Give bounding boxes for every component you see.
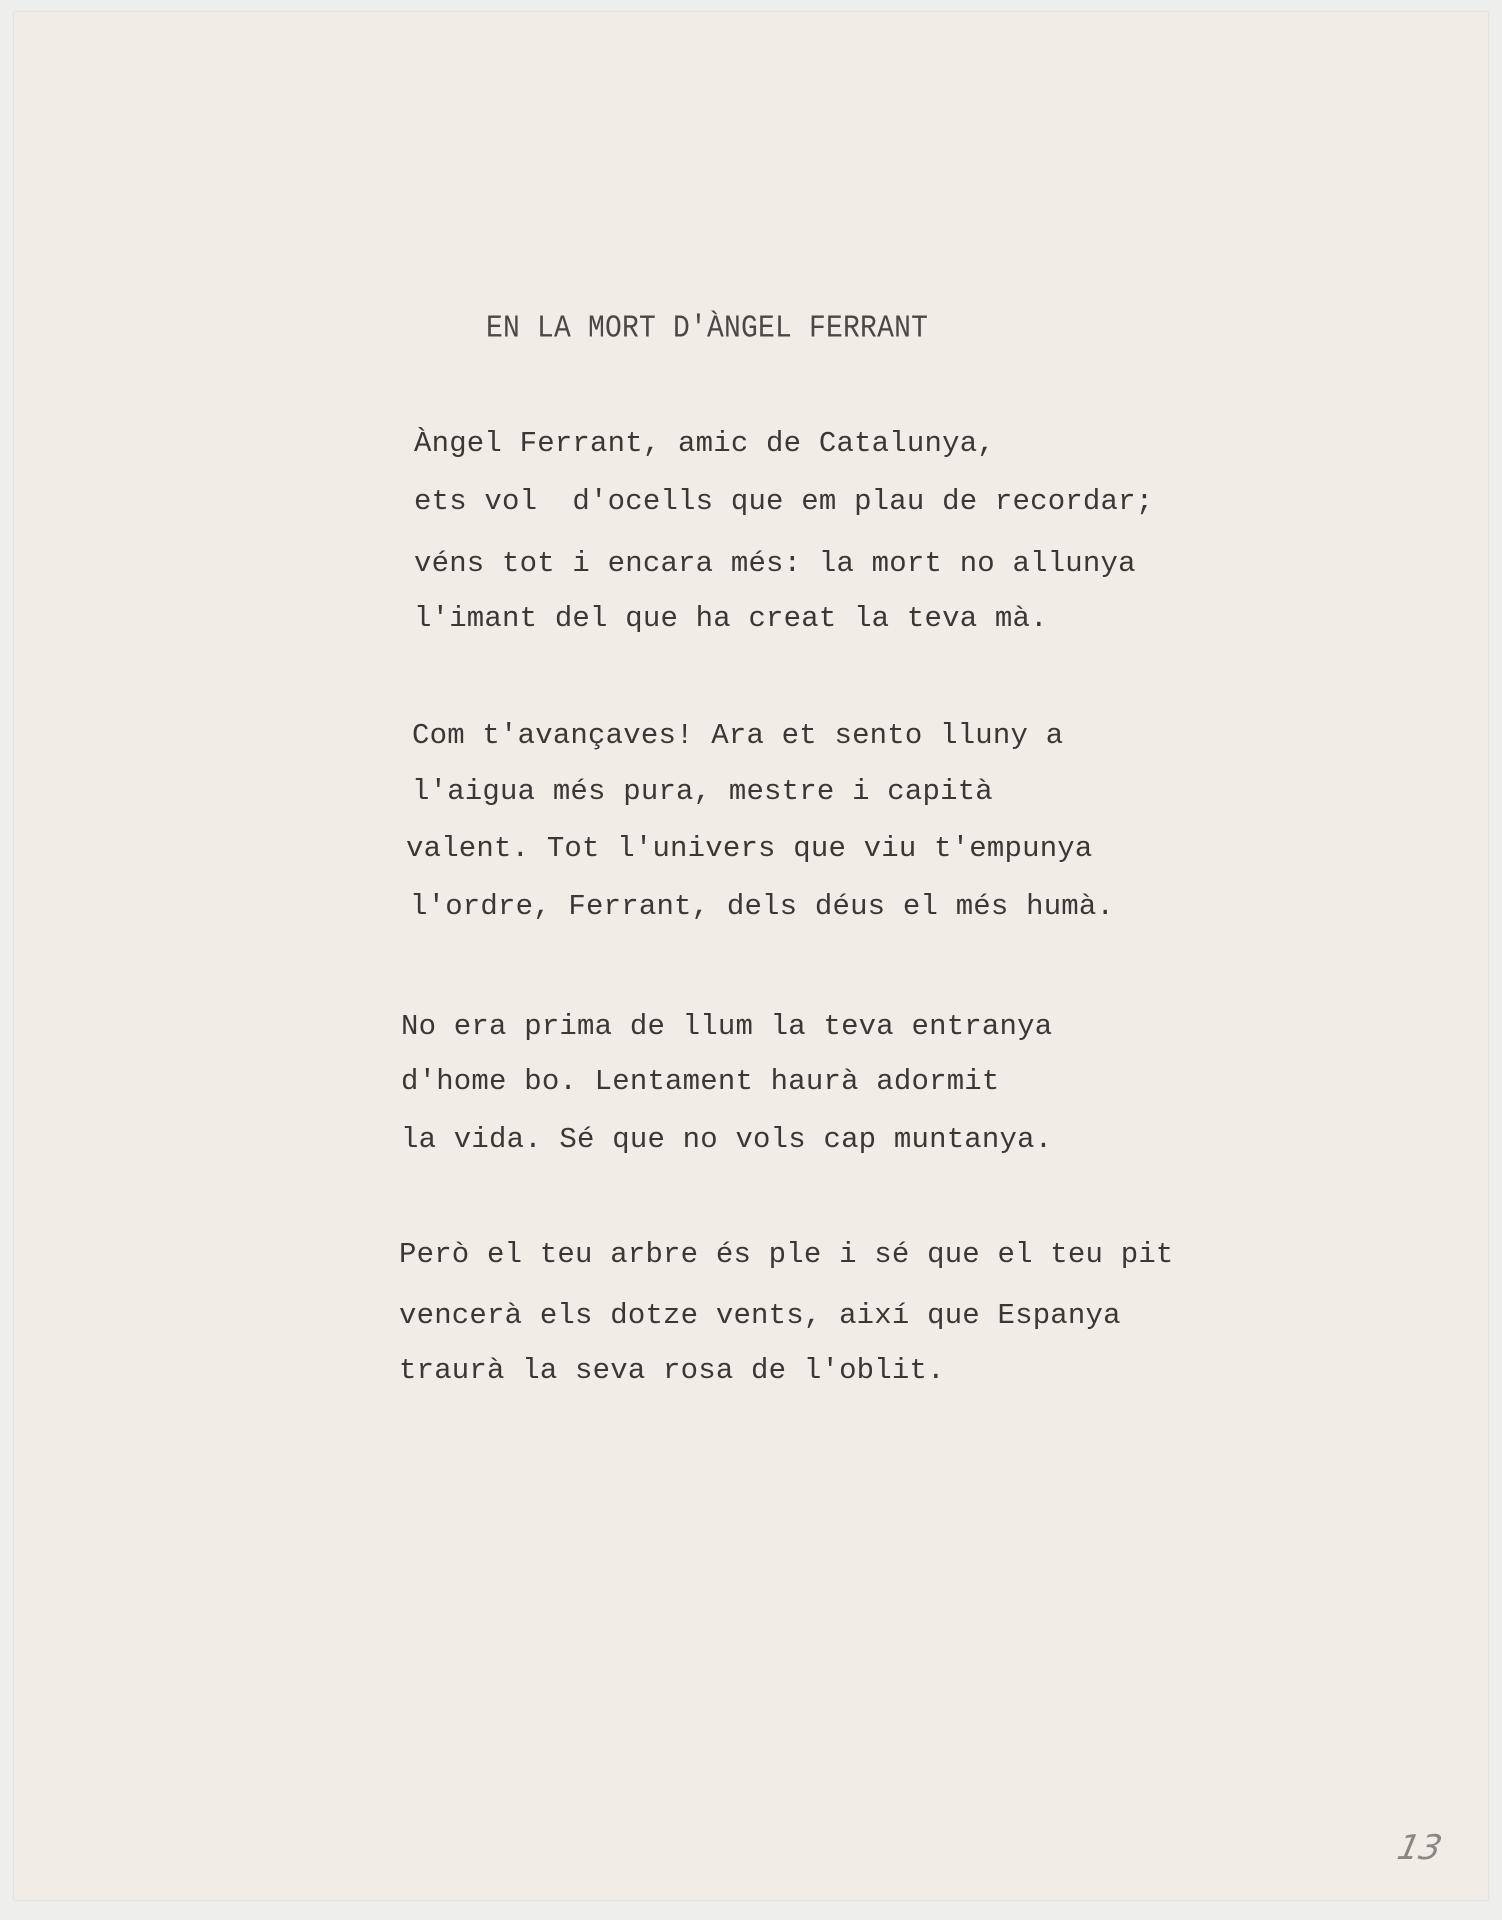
verse-line: vencerà els dotze vents, així que Espanya — [399, 1299, 1121, 1332]
verse-line: traurà la seva rosa de l'oblit. — [399, 1354, 945, 1387]
verse-line: Àngel Ferrant, amic de Catalunya, — [414, 427, 995, 460]
verse-line: l'aigua més pura, mestre i capità — [412, 775, 993, 808]
verse-line: la vida. Sé que no vols cap muntanya. — [401, 1123, 1053, 1156]
poem-title: EN LA MORT D'ÀNGEL FERRANT — [486, 312, 929, 347]
verse-line: l'imant del que ha creat la teva mà. — [414, 602, 1048, 635]
verse-line: valent. Tot l'univers que viu t'empunya — [406, 832, 1093, 865]
verse-line: véns tot i encara més: la mort no allunya — [414, 547, 1136, 580]
verse-line: No era prima de llum la teva entranya — [401, 1010, 1053, 1043]
verse-line: l'ordre, Ferrant, dels déus el més humà. — [410, 890, 1115, 923]
page-number: 13 — [1393, 1828, 1446, 1868]
verse-line: Però el teu arbre és ple i sé que el teu pit — [399, 1238, 1174, 1271]
verse-line: ets vol d'ocells que em plau de recordar; — [414, 485, 1154, 518]
typewritten-page — [14, 12, 1488, 1900]
verse-line: d'home bo. Lentament haurà adormit — [401, 1065, 1000, 1098]
verse-line: Com t'avançaves! Ara et sento lluny a — [412, 719, 1064, 752]
